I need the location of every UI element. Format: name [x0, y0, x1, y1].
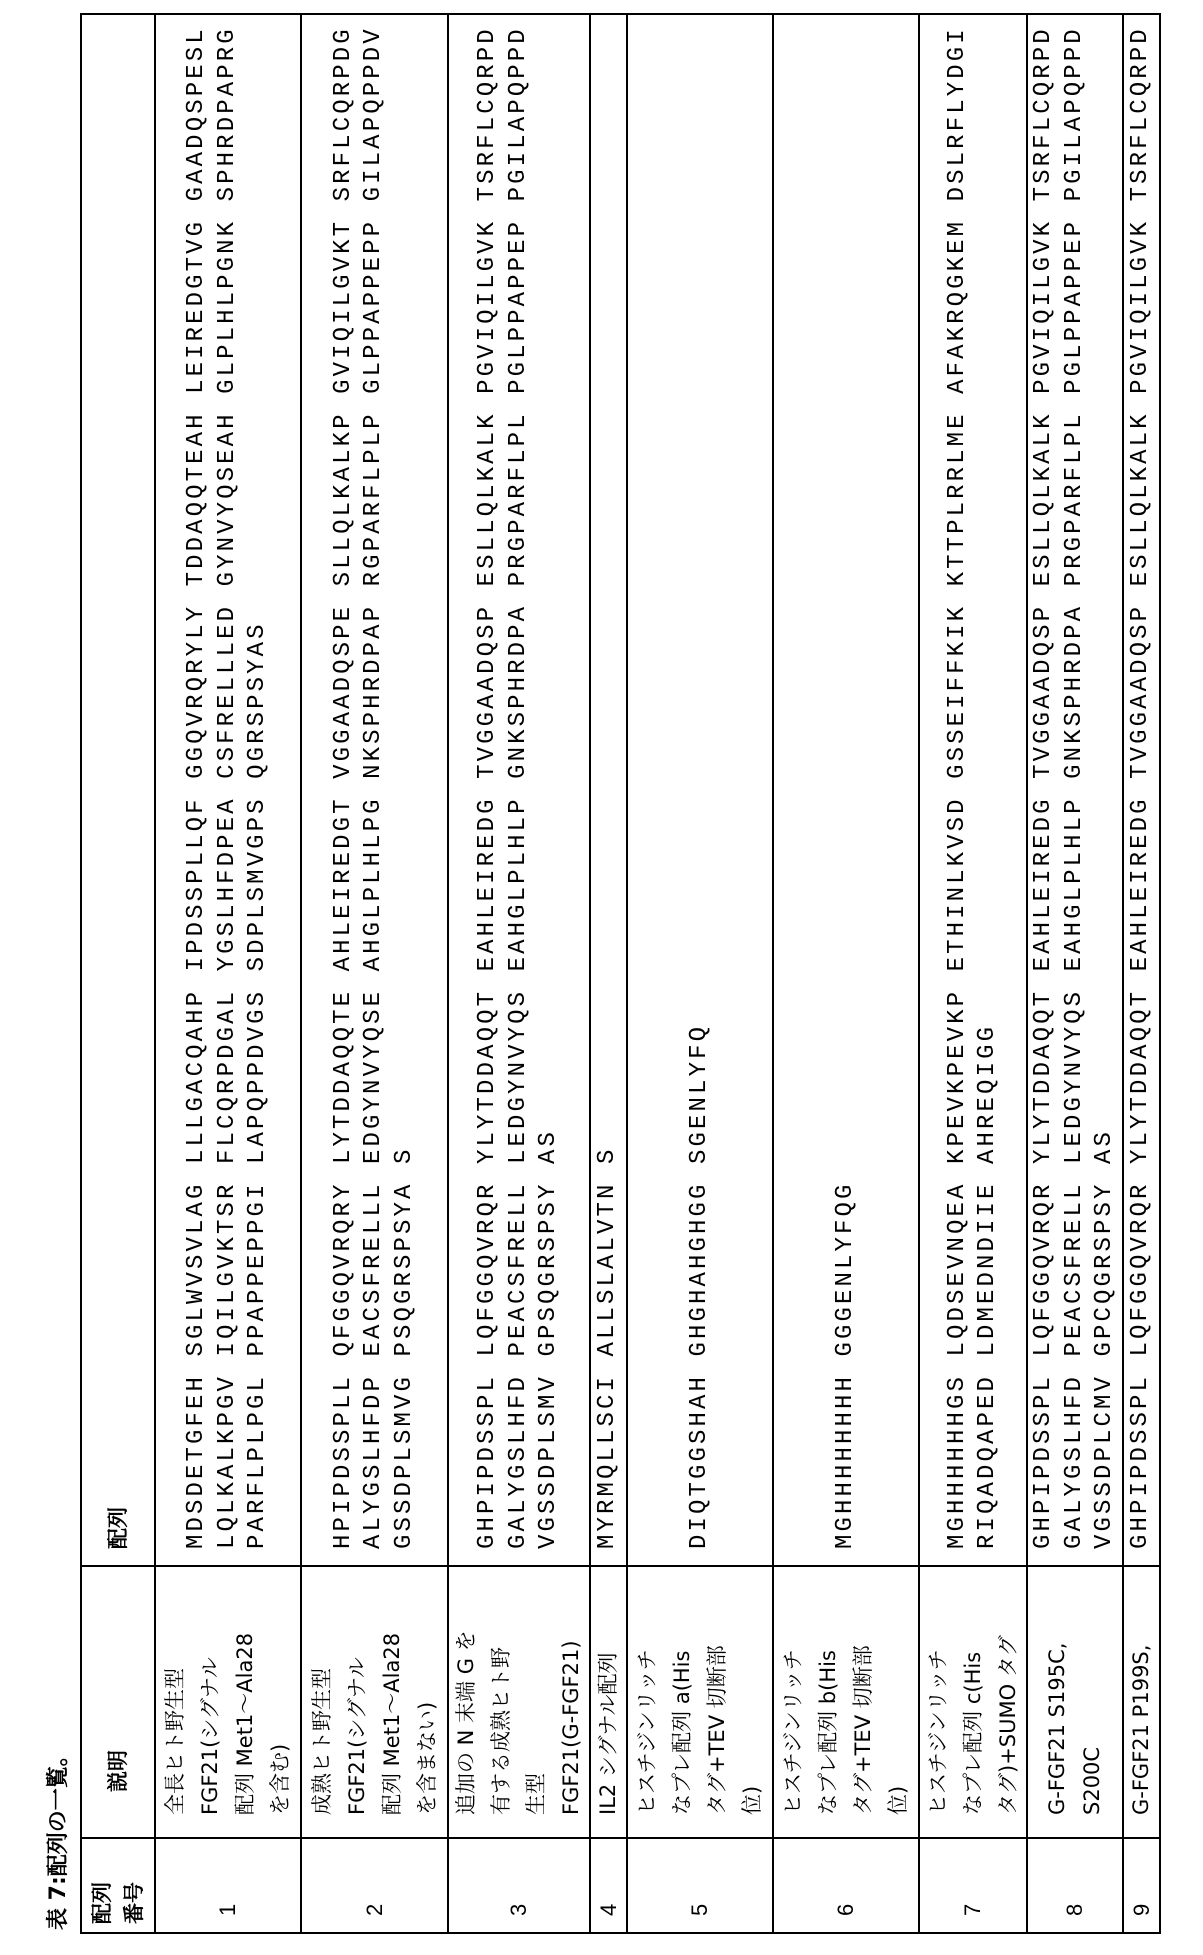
sequence-line: MYRMQLLSCI ALLSLALVTN S: [593, 15, 624, 1549]
description-line: ヒスチジンリッチ: [776, 1567, 811, 1815]
sequence-number: 5: [627, 1838, 773, 1933]
description-line: 配列 Met1～Ala28: [228, 1567, 263, 1815]
sequence-line: GSSDPLSMVG PSQGRSPSYA S: [390, 15, 421, 1549]
sequence-cell: [627, 14, 773, 1566]
sequence-list-table: [80, 13, 1161, 1934]
sequence-number: 9: [1123, 1838, 1160, 1933]
description-line: タグ+TEV 切断部: [700, 1567, 735, 1815]
description-line: 位): [881, 1567, 916, 1815]
table-row: [627, 14, 773, 1933]
sequence-cell: [1123, 14, 1160, 1566]
description-line: なプレ配列 a(His: [665, 1567, 700, 1815]
sequence-cell: [448, 14, 590, 1566]
description-cell: [627, 1566, 773, 1838]
description-line: G-FGF21 P199S,: [1124, 1567, 1159, 1815]
sequence-cell: [590, 14, 627, 1566]
sequence-number: 6: [773, 1838, 919, 1933]
header-sequence-number: [81, 1838, 155, 1933]
sequence-cell: [301, 14, 448, 1566]
sequence-line: VGSSDPLSMV GPSQGRSPSY AS: [534, 15, 565, 1549]
sequence-cell: [155, 14, 301, 1566]
description-line: IL2 シグナル配列: [591, 1567, 626, 1815]
sequence-line: HPIPDSSPLL QFGGQVRQRY LYTDDAQQTE AHLEIREDGT VGGAADQSPE SLLQLKALKP GVIQILGVKT SRFLCQRPDG: [329, 15, 360, 1549]
rotated-document-page: [0, 0, 1203, 1955]
table-title: 表 7:配列の一覧。: [44, 1744, 74, 1930]
description-line: なプレ配列 b(His: [811, 1567, 846, 1815]
description-line: ヒスチジンリッチ: [921, 1567, 956, 1815]
description-cell: [301, 1566, 448, 1838]
description-line: 位): [735, 1567, 770, 1815]
table-header-row: [81, 14, 155, 1933]
description-line: FGF21(シグナル: [340, 1567, 375, 1815]
sequence-line: GALYGSLHFD PEACSFRELL LEDGYNVYQS EAHGLPLHLP GNKSPHRDPA PRGPARFLPL PGLPPAPPEP PGILAPQPPD: [504, 15, 535, 1549]
sequence-number: 3: [448, 1838, 590, 1933]
sequence-number: 8: [1027, 1838, 1123, 1933]
sequence-cell: [773, 14, 919, 1566]
description-cell: [919, 1566, 1027, 1838]
header-number-line: 配列: [86, 1839, 118, 1924]
sequence-line: MGHHHHHHHH GGGENLYFQG: [831, 15, 862, 1549]
description-cell: [773, 1566, 919, 1838]
header-sequence: [81, 14, 155, 1566]
header-description: [81, 1566, 155, 1838]
table-row: [590, 14, 627, 1933]
description-line: G-FGF21 S195C,: [1040, 1567, 1075, 1815]
description-line: ヒスチジンリッチ: [630, 1567, 665, 1815]
description-line: 生型: [519, 1567, 554, 1815]
sequence-line: VGSSDPLCMV GPCQGRSPSY AS: [1090, 15, 1121, 1549]
sequence-line: RIQADQAPED LDMEDNDIIE AHREQIGG: [973, 15, 1004, 1549]
description-line: を含む): [263, 1567, 298, 1815]
sequence-number: 2: [301, 1838, 448, 1933]
description-cell: [1123, 1566, 1160, 1838]
description-cell: [155, 1566, 301, 1838]
sequence-line: LQLKALKPGV IQILGVKTSR FLCQRPDGAL YGSLHFDPEA CSFRELLLED GYNVYQSEAH GLPLHLPGNK SPHRDPAPRG: [213, 15, 244, 1549]
sequence-line: ALYGSLHFDP EACSFRELLL EDGYNVYQSE AHGLPLHLPG NKSPHRDPAP RGPARFLPLP GLPPAPPEPP GILAPQPPDV: [359, 15, 390, 1549]
table-row: [1027, 14, 1123, 1933]
sequence-line: GHPIPDSSPL LQFGGQVRQR YLYTDDAQQT EAHLEIREDG TVGGAADQSP ESLLQLKALK PGVIQILGVK TSRFLCQRPD: [1029, 15, 1060, 1549]
sequence-line: GALYGSLHFD PEACSFRELL LEDGYNVYQS EAHGLPLHLP GNKSPHRDPA PRGPARFLPL PGLPPAPPEP PGILAPQPPD: [1060, 15, 1091, 1549]
description-cell: [448, 1566, 590, 1838]
description-line: タグ)+SUMO タグ: [991, 1567, 1026, 1815]
header-sequence-label: 配列: [102, 15, 134, 1549]
sequence-line: GHPIPDSSPL LQFGGQVRQR YLYTDDAQQT EAHLEIREDG TVGGAADQSP ESLLQLKALK PGVIQILGVK TSRFLCQRPD: [473, 15, 504, 1549]
table-row: [773, 14, 919, 1933]
sequence-line: DIQTGGSHAH GHGHAHGHGG SGENLYFQ: [685, 15, 716, 1549]
table-row: [919, 14, 1027, 1933]
description-line: 成熟ヒト野生型: [305, 1567, 340, 1815]
description-line: なプレ配列 c(His: [956, 1567, 991, 1815]
description-line: S200C: [1075, 1567, 1110, 1815]
sequence-number: 7: [919, 1838, 1027, 1933]
sequence-line: GHPIPDSSPL LQFGGQVRQR YLYTDDAQQT EAHLEIREDG TVGGAADQSP ESLLQLKALK PGVIQILGVK TSRFLCQRPD: [1126, 15, 1157, 1549]
table-row: [1123, 14, 1160, 1933]
description-line: を含まない): [410, 1567, 445, 1815]
table-row: [448, 14, 590, 1933]
sequence-number: 1: [155, 1838, 301, 1933]
header-description-label: 説明: [102, 1567, 134, 1792]
table-row: [301, 14, 448, 1933]
sequence-cell: [919, 14, 1027, 1566]
table-row: [155, 14, 301, 1933]
sequence-cell: [1027, 14, 1123, 1566]
description-cell: [1027, 1566, 1123, 1838]
sequence-number: 4: [590, 1838, 627, 1933]
description-line: 全長ヒト野生型: [158, 1567, 193, 1815]
description-line: タグ+TEV 切断部: [846, 1567, 881, 1815]
description-line: FGF21(シグナル: [193, 1567, 228, 1815]
description-cell: [590, 1566, 627, 1838]
description-line: FGF21(G-FGF21): [554, 1567, 589, 1815]
sequence-line: MDSDETGFEH SGLWVSVLAG LLLGACQAHP IPDSSPLLQF GGQVRQRYLY TDDAQQTEAH LEIREDGTVG GAADQSPESL: [182, 15, 213, 1549]
description-line: 有する成熟ヒト野: [484, 1567, 519, 1815]
header-number-line: 番号: [118, 1839, 150, 1924]
sequence-line: PARFLPLPGL PPAPPEPPGI LAPQPPDVGS SDPLSMVGPS QGRSPSYAS: [243, 15, 274, 1549]
sequence-line: MGHHHHHHGS LQDSEVNQEA KPEVKPEVKP ETHINLKVSD GSSEIFFKIK KTTPLRRLME AFAKRQGKEM DSLRFLYDGI: [943, 15, 974, 1549]
description-line: 配列 Met1～Ala28: [375, 1567, 410, 1815]
description-line: 追加の N 末端 G を: [449, 1567, 484, 1815]
